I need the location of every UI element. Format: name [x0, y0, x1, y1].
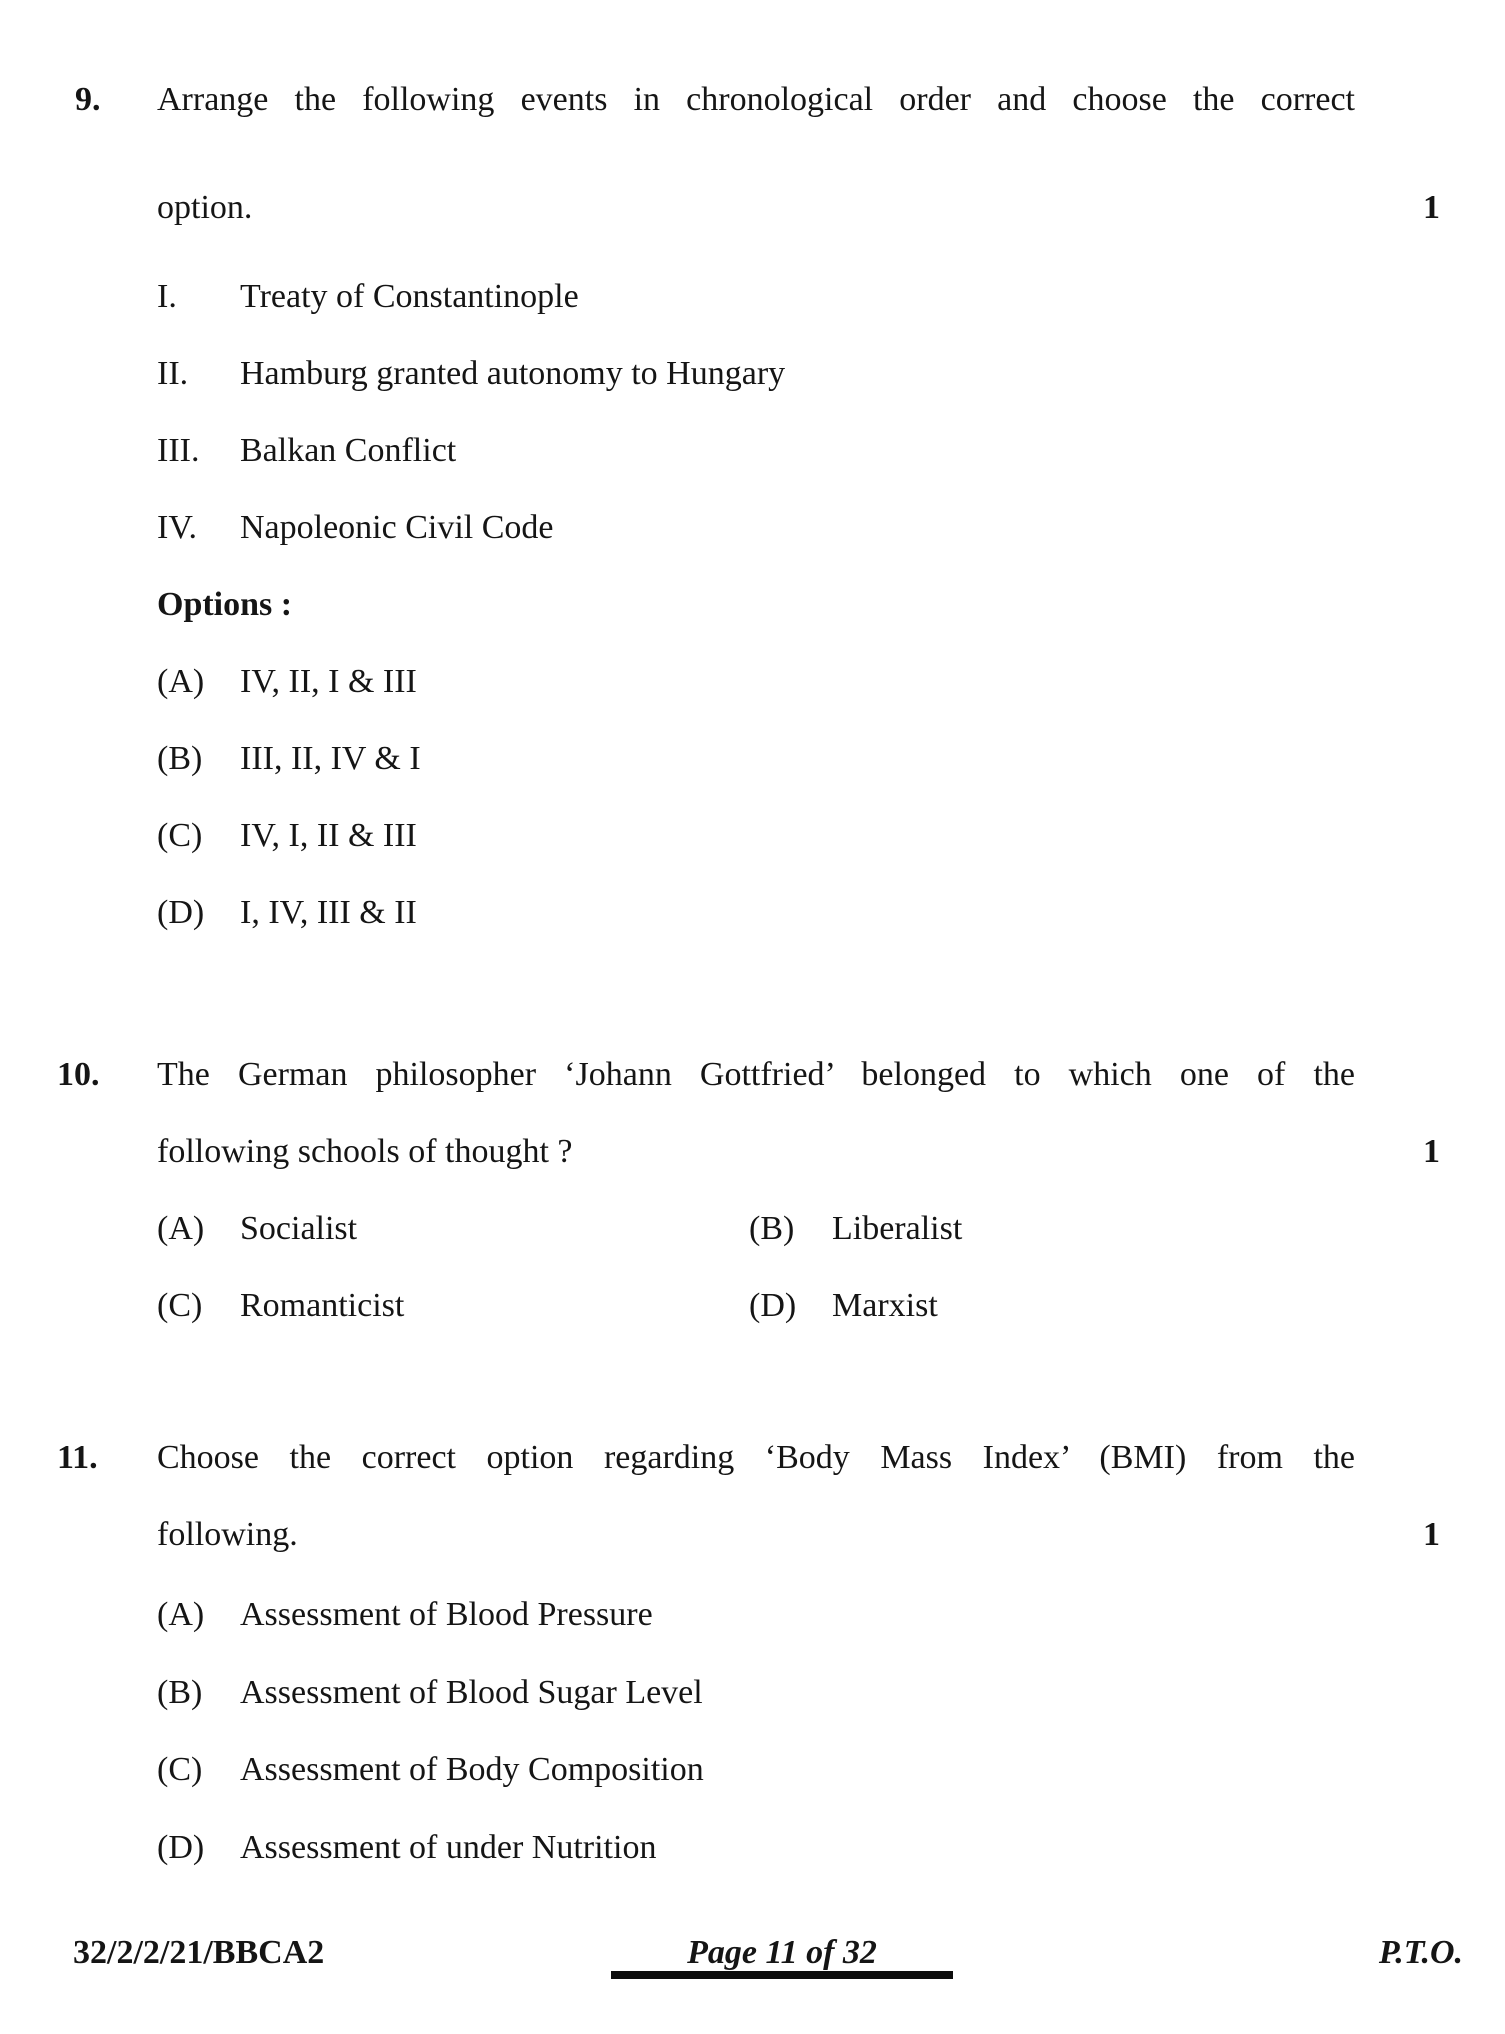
option-row-pair	[157, 1207, 1440, 1251]
option-label: (B)	[749, 1210, 795, 1247]
pto-label: P.T.O.	[1378, 1934, 1463, 1971]
question-text-line: following.	[157, 1516, 298, 1553]
option-row	[157, 1748, 1440, 1792]
question-number: 11.	[57, 1439, 98, 1476]
list-item-label: II.	[157, 355, 189, 392]
page-number: Page 11 of 32	[687, 1934, 877, 1971]
list-item	[157, 352, 1440, 396]
option-label: (C)	[157, 817, 203, 854]
list-item	[157, 429, 1440, 473]
list-item-text: Hamburg granted autonomy to Hungary	[240, 355, 786, 392]
option-label: (A)	[157, 1210, 205, 1247]
question-10-line-1	[57, 1053, 1440, 1097]
question-11-line-2	[57, 1513, 1440, 1557]
paper-code: 32/2/2/21/BBCA2	[73, 1934, 325, 1971]
question-text-line: option.	[157, 189, 253, 226]
option-row	[157, 660, 1440, 704]
option-label: (A)	[157, 1596, 205, 1633]
option-row-pair	[157, 1284, 1440, 1328]
option-text: Assessment of Body Composition	[240, 1751, 704, 1788]
option-label: (C)	[157, 1287, 203, 1324]
option-text: IV, II, I & III	[240, 663, 417, 700]
option-text: Socialist	[240, 1210, 358, 1247]
marks-badge: 1	[1423, 189, 1440, 226]
question-text-line: The German philosopher ‘Johann Gottfried’ belonged to which one of the	[157, 1056, 1355, 1093]
option-row	[157, 891, 1440, 935]
page-number-underline	[611, 1971, 953, 1979]
option-row	[157, 1826, 1440, 1870]
list-item-label: IV.	[157, 509, 197, 546]
options-heading: Options :	[157, 586, 293, 623]
option-label: (B)	[157, 740, 203, 777]
option-row	[157, 814, 1440, 858]
option-label: (B)	[157, 1674, 203, 1711]
option-text: Liberalist	[832, 1210, 963, 1247]
list-item-label: III.	[157, 432, 200, 469]
option-label: (D)	[749, 1287, 797, 1324]
option-label: (D)	[157, 1829, 205, 1866]
question-9-line-1	[57, 78, 1440, 122]
question-number: 9.	[75, 81, 101, 118]
question-11-line-1	[57, 1436, 1440, 1480]
list-item	[157, 506, 1440, 550]
option-row	[157, 1593, 1440, 1637]
question-text-line: Arrange the following events in chronological order and choose the correct	[157, 81, 1355, 118]
option-text: Marxist	[832, 1287, 938, 1324]
marks-badge: 1	[1423, 1516, 1440, 1553]
question-text-line: Choose the correct option regarding ‘Body Mass Index’ (BMI) from the	[157, 1439, 1355, 1476]
option-label: (C)	[157, 1751, 203, 1788]
option-text: Assessment of Blood Pressure	[240, 1596, 653, 1633]
option-label: (D)	[157, 894, 205, 931]
option-row	[157, 737, 1440, 781]
list-item-text: Treaty of Constantinople	[240, 278, 579, 315]
option-text: Romanticist	[240, 1287, 405, 1324]
question-9-line-2	[57, 186, 1440, 230]
list-item-label: I.	[157, 278, 177, 315]
option-label: (A)	[157, 663, 205, 700]
option-row	[157, 1671, 1440, 1715]
option-text: Assessment of Blood Sugar Level	[240, 1674, 703, 1711]
option-text: I, IV, III & II	[240, 894, 417, 931]
marks-badge: 1	[1423, 1133, 1440, 1170]
list-item-text: Napoleonic Civil Code	[240, 509, 554, 546]
option-text: Assessment of under Nutrition	[240, 1829, 657, 1866]
list-item	[157, 275, 1440, 319]
question-10-line-2	[57, 1130, 1440, 1174]
question-number: 10.	[57, 1056, 100, 1093]
option-text: IV, I, II & III	[240, 817, 417, 854]
list-item-text: Balkan Conflict	[240, 432, 457, 469]
question-text-line: following schools of thought ?	[157, 1133, 573, 1170]
option-text: III, II, IV & I	[240, 740, 421, 777]
options-heading-row	[57, 583, 1440, 627]
